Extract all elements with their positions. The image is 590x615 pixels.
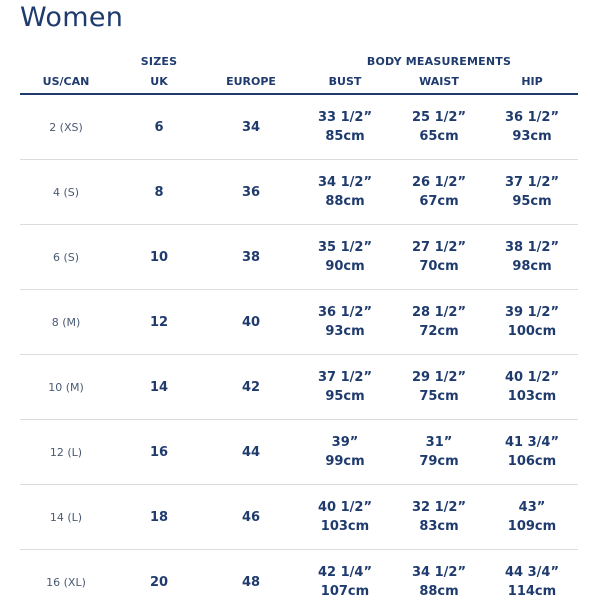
hip-measurement xyxy=(488,485,576,549)
uk-size: 14 xyxy=(149,379,169,395)
hip-cm: 106cm xyxy=(507,454,557,469)
waist-measurement xyxy=(395,420,483,484)
hip-cm: 109cm xyxy=(507,519,557,534)
bust-inches: 40 1/2” xyxy=(318,500,372,515)
size-table-body xyxy=(20,95,578,615)
hip-measurement xyxy=(488,290,576,354)
table-row xyxy=(20,290,578,355)
us-can-size: 2 (XS) xyxy=(49,120,83,134)
us-can-size: 6 (S) xyxy=(52,250,80,264)
bust-cm: 107cm xyxy=(320,584,370,599)
us-can-size: 14 (L) xyxy=(49,510,83,524)
hip-inches: 39 1/2” xyxy=(505,305,559,320)
bust-cm: 103cm xyxy=(320,519,370,534)
column-header-europe: EUROPE xyxy=(226,75,276,88)
bust-measurement xyxy=(301,225,389,289)
uk-size: 8 xyxy=(154,184,164,200)
us-can-size: 16 (XL) xyxy=(46,575,86,589)
waist-measurement xyxy=(395,95,483,159)
table-row xyxy=(20,95,578,160)
table-row xyxy=(20,355,578,420)
waist-inches: 34 1/2” xyxy=(412,565,466,580)
column-header-bust: BUST xyxy=(328,75,362,88)
bust-measurement xyxy=(301,160,389,224)
waist-measurement xyxy=(395,160,483,224)
hip-measurement xyxy=(488,225,576,289)
us-can-size: 10 (M) xyxy=(48,380,84,394)
waist-cm: 67cm xyxy=(419,194,459,209)
bust-inches: 35 1/2” xyxy=(318,240,372,255)
column-header-us-can: US/CAN xyxy=(42,75,90,88)
europe-size: 48 xyxy=(241,574,261,590)
bust-measurement xyxy=(301,355,389,419)
table-row xyxy=(20,485,578,550)
bust-cm: 88cm xyxy=(325,194,365,209)
uk-size: 18 xyxy=(149,509,169,525)
hip-inches: 43” xyxy=(518,500,546,515)
europe-size: 38 xyxy=(241,249,261,265)
europe-size: 36 xyxy=(241,184,261,200)
bust-cm: 93cm xyxy=(325,324,365,339)
europe-size: 40 xyxy=(241,314,261,330)
bust-inches: 37 1/2” xyxy=(318,370,372,385)
europe-size: 34 xyxy=(241,119,261,135)
body-measurements-group-header: BODY MEASUREMENTS xyxy=(366,55,512,68)
waist-inches: 27 1/2” xyxy=(412,240,466,255)
bust-cm: 95cm xyxy=(325,389,365,404)
us-can-size: 4 (S) xyxy=(52,185,80,199)
us-can-size: 12 (L) xyxy=(49,445,83,459)
waist-measurement xyxy=(395,550,483,614)
bust-inches: 39” xyxy=(331,435,359,450)
bust-measurement xyxy=(301,550,389,614)
hip-inches: 38 1/2” xyxy=(505,240,559,255)
waist-measurement xyxy=(395,290,483,354)
waist-inches: 25 1/2” xyxy=(412,110,466,125)
hip-cm: 95cm xyxy=(512,194,552,209)
hip-cm: 98cm xyxy=(512,259,552,274)
column-header-hip: HIP xyxy=(521,75,543,88)
europe-size: 44 xyxy=(241,444,261,460)
sizes-group-header: SIZES xyxy=(140,55,178,68)
bust-inches: 33 1/2” xyxy=(318,110,372,125)
waist-measurement xyxy=(395,225,483,289)
waist-cm: 72cm xyxy=(419,324,459,339)
page-title: Women xyxy=(20,2,124,33)
hip-measurement xyxy=(488,160,576,224)
waist-measurement xyxy=(395,355,483,419)
waist-inches: 29 1/2” xyxy=(412,370,466,385)
hip-inches: 40 1/2” xyxy=(505,370,559,385)
waist-inches: 26 1/2” xyxy=(412,175,466,190)
bust-inches: 34 1/2” xyxy=(318,175,372,190)
table-row xyxy=(20,550,578,615)
europe-size: 46 xyxy=(241,509,261,525)
waist-inches: 32 1/2” xyxy=(412,500,466,515)
waist-cm: 75cm xyxy=(419,389,459,404)
bust-cm: 90cm xyxy=(325,259,365,274)
bust-inches: 42 1/4” xyxy=(318,565,372,580)
table-row xyxy=(20,225,578,290)
table-row xyxy=(20,420,578,485)
column-header-waist: WAIST xyxy=(419,75,459,88)
waist-cm: 88cm xyxy=(419,584,459,599)
hip-inches: 37 1/2” xyxy=(505,175,559,190)
hip-cm: 100cm xyxy=(507,324,557,339)
europe-size: 42 xyxy=(241,379,261,395)
uk-size: 12 xyxy=(149,314,169,330)
hip-measurement xyxy=(488,355,576,419)
uk-size: 20 xyxy=(149,574,169,590)
bust-cm: 85cm xyxy=(325,129,365,144)
bust-measurement xyxy=(301,420,389,484)
hip-cm: 114cm xyxy=(507,584,557,599)
us-can-size: 8 (M) xyxy=(51,315,81,329)
hip-inches: 44 3/4” xyxy=(505,565,559,580)
hip-inches: 41 3/4” xyxy=(505,435,559,450)
uk-size: 16 xyxy=(149,444,169,460)
hip-measurement xyxy=(488,95,576,159)
waist-cm: 65cm xyxy=(419,129,459,144)
bust-cm: 99cm xyxy=(325,454,365,469)
waist-inches: 28 1/2” xyxy=(412,305,466,320)
hip-inches: 36 1/2” xyxy=(505,110,559,125)
waist-measurement xyxy=(395,485,483,549)
hip-measurement xyxy=(488,420,576,484)
table-row xyxy=(20,160,578,225)
waist-cm: 70cm xyxy=(419,259,459,274)
uk-size: 6 xyxy=(154,119,164,135)
bust-measurement xyxy=(301,95,389,159)
hip-cm: 103cm xyxy=(507,389,557,404)
waist-cm: 79cm xyxy=(419,454,459,469)
bust-measurement xyxy=(301,485,389,549)
bust-inches: 36 1/2” xyxy=(318,305,372,320)
hip-cm: 93cm xyxy=(512,129,552,144)
bust-measurement xyxy=(301,290,389,354)
column-header-uk: UK xyxy=(150,75,168,88)
uk-size: 10 xyxy=(149,249,169,265)
waist-cm: 83cm xyxy=(419,519,459,534)
waist-inches: 31” xyxy=(425,435,453,450)
hip-measurement xyxy=(488,550,576,614)
